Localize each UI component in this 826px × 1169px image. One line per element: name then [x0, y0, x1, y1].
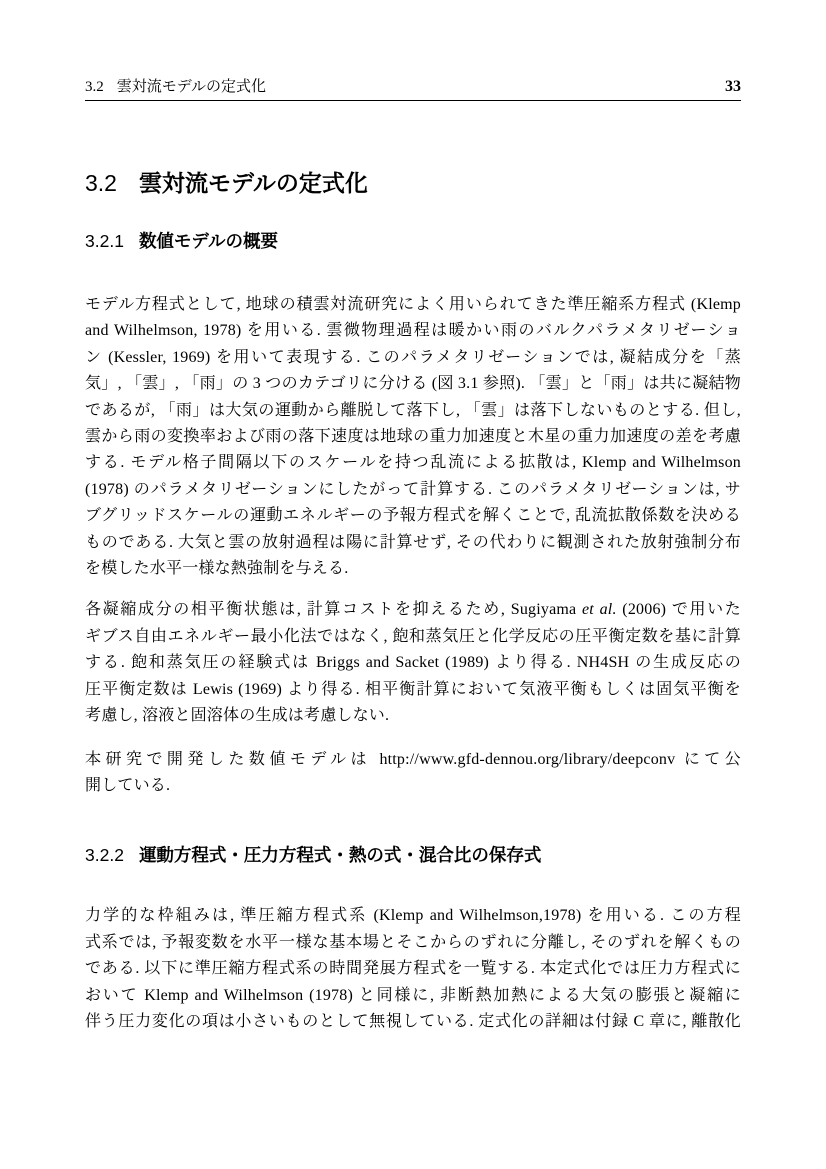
subsection-number: 3.2.2 [85, 845, 124, 866]
text-line: 本研究で開発した数値モデルは http://www.gfd-dennou.org/library/deepconv にて公 [85, 750, 741, 768]
text-line: する. モデル格子間隔以下のスケールを持つ乱流による拡散は, Klemp and Wilhelmson [85, 454, 741, 472]
text-line: 式系では, 予報変数を水平一様な基本場とそこからのずれに分離し, そのずれを解くもの [85, 933, 741, 951]
text-line: ものである. 大気と雲の放射過程は陽に計算せず, その代わりに観測された放射強制分布 [85, 533, 741, 551]
paragraph-phase-equilibrium [85, 597, 741, 729]
text-line: 伴う圧力変化の項は小さいものとして無視している. 定式化の詳細は付録 C 章に, 離散化 [85, 1012, 741, 1030]
text-line: 気」, 「雲」, 「雨」の 3 つのカテゴリに分ける (図 3.1 参照). 「雲」と「雨」は共に凝結物 [85, 375, 741, 393]
subsection-title: 運動方程式・圧力方程式・熱の式・混合比の保存式 [138, 845, 542, 866]
text-line: ギブス自由エネルギー最小化法ではなく, 飽和蒸気圧と化学反応の圧平衡定数を基に計算 [85, 627, 741, 645]
running-header [85, 78, 741, 101]
subsection-heading-governing-equations [85, 843, 741, 867]
section-heading [85, 167, 741, 199]
text-line: を模した水平一様な熱強制を与える. [85, 560, 349, 578]
paragraph-dynamical-framework [85, 903, 741, 1035]
text-line: (1978) のパラメタリゼーションにしたがって計算する. このパラメタリゼーションは, サ [85, 480, 741, 498]
text-line: 力学的な枠組みは, 準圧縮方程式系 (Klemp and Wilhelmson,1978) を用いる. この方程 [85, 907, 741, 925]
text-line: ン (Kessler, 1969) を用いて表現する. このパラメタリゼーションでは, 凝結成分を「蒸 [85, 348, 741, 366]
running-header-section-number: 3.2 [85, 79, 104, 95]
text-line: おいて Klemp and Wilhelmson (1978) と同様に, 非断熱加熱による大気の膨張と凝縮に [85, 986, 741, 1004]
text-line: 開している. [85, 776, 171, 794]
subsection-title: 数値モデルの概要 [138, 231, 279, 251]
page-number: 33 [725, 78, 741, 95]
section-number: 3.2 [85, 170, 117, 196]
text-line: 考慮し, 溶液と固溶体の生成は考慮しない. [85, 707, 390, 725]
text-line: である. 以下に準圧縮方程式系の時間発展方程式を一覧する. 本定式化では圧力方程式に [85, 960, 741, 978]
section-title: 雲対流モデルの定式化 [138, 170, 368, 196]
text-line: であるが, 「雨」は大気の運動から離脱して落下し, 「雲」は落下しないものとする. 但し, [85, 401, 741, 419]
running-header-section-title: 雲対流モデルの定式化 [116, 79, 267, 95]
text-line: する. 飽和蒸気圧の経験式は Briggs and Sacket (1989) より得る. NH4SH の生成反応の [85, 654, 741, 672]
paragraph-model-equations [85, 292, 741, 582]
subsection-heading-numerical-model-overview [85, 229, 741, 253]
text-line: 雲から雨の変換率および雨の落下速度は地球の重力加速度と木星の重力加速度の差を考慮 [85, 428, 741, 446]
text-line: モデル方程式として, 地球の積雲対流研究によく用いられてきた準圧縮系方程式 (Klemp [85, 296, 741, 313]
subsection-number: 3.2.1 [85, 231, 124, 251]
running-header-section-label [85, 78, 266, 96]
text-line: 圧平衡定数は Lewis (1969) より得る. 相平衡計算において気液平衡もしくは固気平衡を [85, 680, 741, 698]
paragraph-model-distribution [85, 747, 741, 800]
text-line: and Wilhelmson, 1978) を用いる. 雲微物理過程は暖かい雨のバルクパラメタリゼーショ [85, 322, 741, 340]
text-line: 各凝縮成分の相平衡状態は, 計算コストを抑えるため, Sugiyama et al. (2006) で用いた [85, 601, 741, 619]
text-line: ブグリッドスケールの運動エネルギーの予報方程式を解くことで, 乱流拡散係数を決める [85, 507, 741, 525]
